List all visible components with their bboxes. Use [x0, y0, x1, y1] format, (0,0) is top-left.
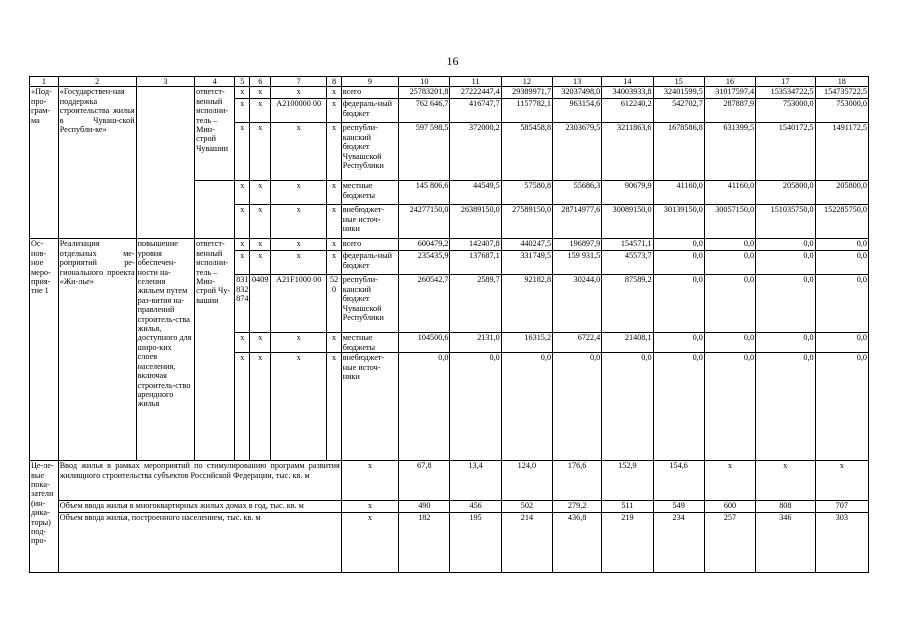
indicator-value-cell: 511 [602, 501, 653, 513]
amount-cell: 16315,2 [501, 333, 552, 353]
amount-cell: 145 806,6 [399, 181, 450, 205]
column-number: 3 [136, 77, 194, 87]
program-name-cell: «Государствен-ная поддержка строительства жилья в Чуваш-ской Республи-ке» [58, 87, 136, 239]
amount-cell: 90679,9 [602, 181, 653, 205]
amount-cell: 153534722,5 [756, 87, 815, 99]
amount-cell: 0,0 [653, 333, 704, 353]
indicator-value-cell: 182 [399, 513, 450, 573]
funding-source-cell: федераль-ный бюджет [341, 251, 398, 275]
funding-source-cell: внебюджет-ные источ-ники [341, 205, 398, 239]
amount-cell: 21408,1 [602, 333, 653, 353]
program-executor-cell: ответст-венный исполни-тель – Мин-строй Чувашии [195, 87, 235, 181]
amount-cell: 260542,7 [399, 275, 450, 333]
column-number: 5 [235, 77, 250, 87]
column-number: 17 [756, 77, 815, 87]
column-number: 6 [250, 77, 271, 87]
section-code-cell: x [250, 99, 271, 123]
grbs-code-cell: x [235, 123, 250, 181]
section-code-cell: x [250, 181, 271, 205]
amount-cell: 41160,0 [704, 181, 755, 205]
grbs-code-cell: x [235, 239, 250, 251]
grbs-code-cell: x [235, 353, 250, 461]
amount-cell: 0,0 [501, 353, 552, 461]
amount-cell: 142407,8 [450, 239, 501, 251]
targets-type-cell: Це-ле-вые пока-затели (ин-дика-торы) под-про- [30, 461, 59, 573]
amount-cell: 92182,8 [501, 275, 552, 333]
section-code-cell: x [250, 251, 271, 275]
column-number: 7 [270, 77, 326, 87]
indicator-value-cell: 490 [399, 501, 450, 513]
column-number: 18 [815, 77, 868, 87]
amount-cell: 753000,0 [756, 99, 815, 123]
amount-cell: 30089150,0 [602, 205, 653, 239]
indicator-source-cell: x [341, 461, 398, 501]
grbs-code-cell: x [235, 333, 250, 353]
amount-cell: 0,0 [653, 251, 704, 275]
amount-cell: 0,0 [653, 275, 704, 333]
event-type-cell: Ос-нов-ное меро-прия-тие 1 [30, 239, 59, 461]
event-executor-cell: ответст-венный исполни-тель – Мин-строй Чу-вашии [195, 239, 235, 461]
amount-cell: 0,0 [756, 275, 815, 333]
section-code-cell: x [250, 123, 271, 181]
amount-cell: 31017597,4 [704, 87, 755, 99]
indicator-source-cell: x [341, 513, 398, 573]
target-article-cell: x [270, 123, 326, 181]
column-number: 13 [553, 77, 602, 87]
amount-cell: 45573,7 [602, 251, 653, 275]
indicator-value-cell: x [756, 461, 815, 501]
funding-source-cell: местные бюджеты [341, 333, 398, 353]
amount-cell: 3211863,6 [602, 123, 653, 181]
column-numbers-row [30, 77, 869, 87]
expense-type-cell: 520 [327, 275, 341, 333]
indicator-value-cell: 214 [501, 513, 552, 573]
target-indicator-row [30, 461, 869, 501]
grbs-code-cell: x [235, 181, 250, 205]
indicator-value-cell: 600 [704, 501, 755, 513]
amount-cell: 1157782,1 [501, 99, 552, 123]
indicator-value-cell: x [704, 461, 755, 501]
indicator-value-cell: 234 [653, 513, 704, 573]
grbs-code-cell: 831 832 874 [235, 275, 250, 333]
amount-cell: 159 931,5 [553, 251, 602, 275]
target-article-cell: x [270, 87, 326, 99]
amount-cell: 1491172,5 [815, 123, 868, 181]
target-article-cell: x [270, 333, 326, 353]
amount-cell: 0,0 [815, 251, 868, 275]
funding-source-cell: всего [341, 239, 398, 251]
grbs-code-cell: x [235, 251, 250, 275]
amount-cell: 154571,1 [602, 239, 653, 251]
amount-cell: 154735722,5 [815, 87, 868, 99]
amount-cell: 34003933,8 [602, 87, 653, 99]
target-article-cell: x [270, 205, 326, 239]
column-number: 11 [450, 77, 501, 87]
section-code-cell: x [250, 333, 271, 353]
amount-cell: 0,0 [756, 333, 815, 353]
indicator-name-cell: Объем ввода жилья, построенного населением, тыс. кв. м [58, 513, 341, 573]
amount-cell: 27589150,0 [501, 205, 552, 239]
amount-cell: 2589,7 [450, 275, 501, 333]
amount-cell: 0,0 [815, 353, 868, 461]
indicator-value-cell: 195 [450, 513, 501, 573]
amount-cell: 28714977,6 [553, 205, 602, 239]
amount-cell: 30057150,0 [704, 205, 755, 239]
indicator-value-cell: 808 [756, 501, 815, 513]
indicator-value-cell: 154,6 [653, 461, 704, 501]
column-number: 9 [341, 77, 398, 87]
amount-cell: 1678586,8 [653, 123, 704, 181]
amount-cell: 205800,0 [815, 181, 868, 205]
program-executor-cell-empty [195, 181, 235, 239]
amount-cell: 57580,8 [501, 181, 552, 205]
amount-cell: 25783201,8 [399, 87, 450, 99]
expense-type-cell: x [327, 123, 341, 181]
amount-cell: 0,0 [704, 239, 755, 251]
target-article-cell: x [270, 181, 326, 205]
amount-cell: 30139150,0 [653, 205, 704, 239]
amount-cell: 600479,2 [399, 239, 450, 251]
indicator-value-cell: 346 [756, 513, 815, 573]
column-number: 16 [704, 77, 755, 87]
expense-type-cell: x [327, 239, 341, 251]
indicator-value-cell: 152,9 [602, 461, 653, 501]
indicator-source-cell: x [341, 501, 398, 513]
amount-cell: 104500,6 [399, 333, 450, 353]
amount-cell: 0,0 [553, 353, 602, 461]
column-number: 10 [399, 77, 450, 87]
program-goal-cell [136, 87, 194, 239]
expense-type-cell: x [327, 251, 341, 275]
indicator-value-cell: 67,8 [399, 461, 450, 501]
target-article-cell: A2100000 00 [270, 99, 326, 123]
amount-cell: 0,0 [756, 353, 815, 461]
amount-cell: 287887,9 [704, 99, 755, 123]
expense-type-cell: x [327, 353, 341, 461]
funding-source-cell: внебюджет-ные источ-ники [341, 353, 398, 461]
program-type-cell: «Под-про-грам-ма [30, 87, 59, 239]
column-number: 4 [195, 77, 235, 87]
amount-cell: 26389150,0 [450, 205, 501, 239]
funding-source-cell: местные бюджеты [341, 181, 398, 205]
funding-source-cell: федераль-ный бюджет [341, 99, 398, 123]
page-number: 16 [446, 54, 459, 68]
amount-cell: 585458,8 [501, 123, 552, 181]
amount-cell: 29389971,7 [501, 87, 552, 99]
indicator-value-cell: 279,2 [553, 501, 602, 513]
amount-cell: 0,0 [653, 239, 704, 251]
section-code-cell: 0409 [250, 275, 271, 333]
expense-type-cell: x [327, 333, 341, 353]
section-code-cell: x [250, 353, 271, 461]
event-goal-cell: повышение уровня обеспечен-ности на-селения жильем путем раз-вития на-правлений строитель-ства жилья, доступного для широ-ких слоев населения, включая строитель-ство арендного жилья [136, 239, 194, 461]
column-number: 2 [58, 77, 136, 87]
amount-cell: 151035750,0 [756, 205, 815, 239]
indicator-value-cell: 436,8 [553, 513, 602, 573]
indicator-value-cell: 176,6 [553, 461, 602, 501]
amount-cell: 32037498,0 [553, 87, 602, 99]
indicator-value-cell: 257 [704, 513, 755, 573]
amount-cell: 331749,5 [501, 251, 552, 275]
funding-source-cell: республи-канский бюджет Чувашской Республики [341, 123, 398, 181]
amount-cell: 152285750,0 [815, 205, 868, 239]
amount-cell: 963154,6 [553, 99, 602, 123]
amount-cell: 30244,0 [553, 275, 602, 333]
section-code-cell: x [250, 239, 271, 251]
indicator-value-cell: 707 [815, 501, 868, 513]
amount-cell: 0,0 [704, 275, 755, 333]
indicator-value-cell: 456 [450, 501, 501, 513]
section-code-cell: x [250, 87, 271, 99]
amount-cell: 542702,7 [653, 99, 704, 123]
funding-source-cell: республи-канский бюджет Чувашской Республики [341, 275, 398, 333]
amount-cell: 612240,2 [602, 99, 653, 123]
column-number: 12 [501, 77, 552, 87]
column-number: 15 [653, 77, 704, 87]
target-article-cell: x [270, 251, 326, 275]
amount-cell: 2303679,5 [553, 123, 602, 181]
grbs-code-cell: x [235, 205, 250, 239]
target-indicator-row [30, 513, 869, 573]
event-name-cell: Реализация отдельных ме-роприятий ре-гионального проекта «Жи-лье» [58, 239, 136, 461]
amount-cell: 0,0 [815, 333, 868, 353]
program-row [30, 87, 869, 99]
amount-cell: 87589,2 [602, 275, 653, 333]
amount-cell: 32401599,5 [653, 87, 704, 99]
amount-cell: 440247,5 [501, 239, 552, 251]
indicator-value-cell: 219 [602, 513, 653, 573]
amount-cell: 1540172,5 [756, 123, 815, 181]
amount-cell: 0,0 [756, 239, 815, 251]
amount-cell: 0,0 [704, 251, 755, 275]
amount-cell: 24277150,0 [399, 205, 450, 239]
event-row [30, 239, 869, 251]
amount-cell: 44549,5 [450, 181, 501, 205]
indicator-value-cell: 124,0 [501, 461, 552, 501]
target-article-cell: x [270, 239, 326, 251]
budget-table [29, 76, 869, 573]
amount-cell: 2131,0 [450, 333, 501, 353]
target-article-cell: A21F1000 00 [270, 275, 326, 333]
amount-cell: 41160,0 [653, 181, 704, 205]
grbs-code-cell: x [235, 99, 250, 123]
amount-cell: 0,0 [602, 353, 653, 461]
column-number: 8 [327, 77, 341, 87]
indicator-value-cell: 502 [501, 501, 552, 513]
funding-source-cell: всего [341, 87, 398, 99]
amount-cell: 372000,2 [450, 123, 501, 181]
amount-cell: 235435,9 [399, 251, 450, 275]
amount-cell: 416747,7 [450, 99, 501, 123]
amount-cell: 0,0 [815, 239, 868, 251]
amount-cell: 762 646,7 [399, 99, 450, 123]
amount-cell: 137687,1 [450, 251, 501, 275]
indicator-name-cell: Объем ввода жилья в многоквартирных жилых домах в год, тыс. кв. м [58, 501, 341, 513]
target-article-cell: x [270, 353, 326, 461]
indicator-name-cell: Ввод жилья в рамках мероприятий по стимулированию программ развития жилищного строительства субъектов Российской Федерации, тыс. кв. м [58, 461, 341, 501]
expense-type-cell: x [327, 87, 341, 99]
amount-cell: 0,0 [815, 275, 868, 333]
amount-cell: 27222447,4 [450, 87, 501, 99]
expense-type-cell: x [327, 99, 341, 123]
expense-type-cell: x [327, 181, 341, 205]
indicator-value-cell: 549 [653, 501, 704, 513]
amount-cell: 631399,5 [704, 123, 755, 181]
amount-cell: 753000,0 [815, 99, 868, 123]
column-number: 1 [30, 77, 59, 87]
expense-type-cell: x [327, 205, 341, 239]
amount-cell: 6722,4 [553, 333, 602, 353]
amount-cell: 55686,3 [553, 181, 602, 205]
amount-cell: 0,0 [399, 353, 450, 461]
indicator-value-cell: 303 [815, 513, 868, 573]
amount-cell: 0,0 [450, 353, 501, 461]
amount-cell: 0,0 [653, 353, 704, 461]
section-code-cell: x [250, 205, 271, 239]
grbs-code-cell: x [235, 87, 250, 99]
amount-cell: 205800,0 [756, 181, 815, 205]
column-number: 14 [602, 77, 653, 87]
indicator-value-cell: x [815, 461, 868, 501]
indicator-value-cell: 13,4 [450, 461, 501, 501]
target-indicator-row [30, 501, 869, 513]
amount-cell: 0,0 [704, 333, 755, 353]
amount-cell: 0,0 [704, 353, 755, 461]
amount-cell: 597 598,5 [399, 123, 450, 181]
amount-cell: 196897,9 [553, 239, 602, 251]
amount-cell: 0,0 [756, 251, 815, 275]
